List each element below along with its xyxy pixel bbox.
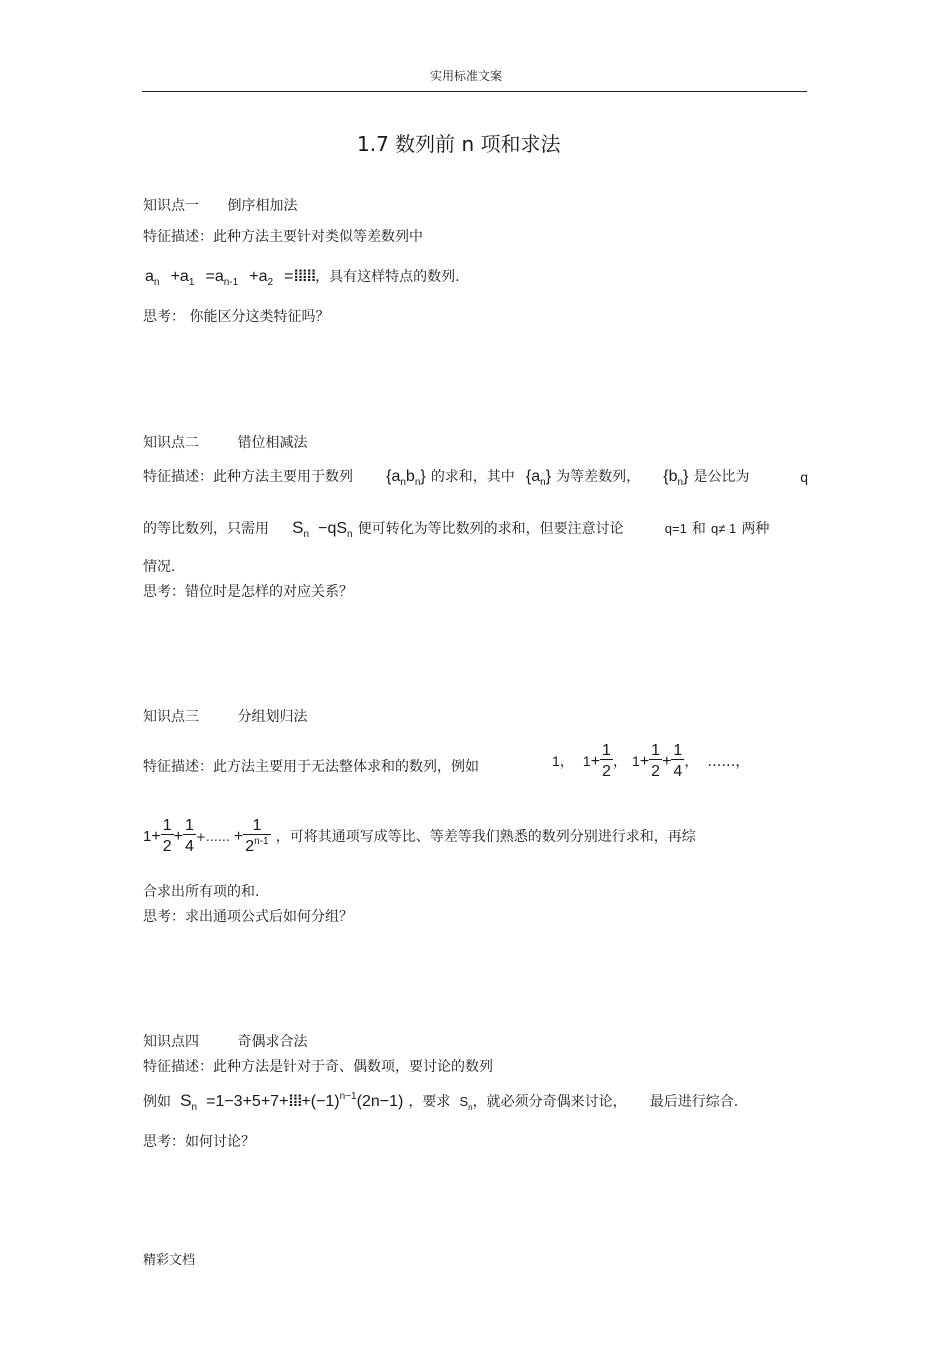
section4-think: 思考：如何讨论？ xyxy=(143,1134,255,1150)
section2-line2: 的等比数列，只需用 $S_n -qS_n$ 便可转化为等比数列的求和，但要注意讨论 q=1 和 q≠ 1 两种 xyxy=(143,518,770,540)
section4-heading xyxy=(143,1031,307,1051)
section1-label: 知识点一 xyxy=(143,198,199,214)
section3-desc: 特征描述：此方法主要用于无法整体求和的数列，例如 xyxy=(143,759,479,775)
section3-examples: 1， 1+ $\frac{1}{2}$ ， 1+ $\frac{1}{2}$ + $\frac{1}{4}$ ， ……， xyxy=(552,742,750,780)
section1-formula: $a_n +a_1 =a_{n-1} +a_2$ =⁞⁞⁞⁞⁞，具有这样特点的数列. xyxy=(145,268,460,288)
header-rule xyxy=(142,91,807,92)
section1-heading xyxy=(143,195,297,215)
section2-label: 知识点二 xyxy=(143,435,199,451)
section4-method: 奇偶求合法 xyxy=(237,1034,308,1050)
section2-heading xyxy=(143,432,307,452)
section1-desc: 特征描述：此种方法主要针对类似等差数列中 xyxy=(143,229,423,245)
page-header: 实用标准文案 xyxy=(430,69,503,83)
section3-heading xyxy=(143,706,307,726)
page-title: 1.7 数列前 n 项和求法 xyxy=(357,132,561,156)
section3-line2: 1+ $\frac{1}{2}$ + $\frac{1}{4}$ +…… + $\frac{1}{2^{n-1}}$ ，可将其通项写成等比、等差等我们熟悉的数列分别进行求和，再综 xyxy=(143,817,696,855)
section1-method: 倒序相加法 xyxy=(227,198,298,214)
section2-method: 错位相减法 xyxy=(237,435,308,451)
section4-desc: 特征描述：此种方法是针对于奇、偶数项，要讨论的数列 xyxy=(143,1059,493,1075)
section3-label: 知识点三 xyxy=(143,709,199,725)
section4-label: 知识点四 xyxy=(143,1034,199,1050)
section2-line1: 特征描述：此种方法主要用于数列 $\{a_nb_n\}$ 的求和，其中 $\{a_n\}$ 为等差数列， $\{b_n\}$ 是公比为 q xyxy=(143,468,808,488)
section1-think: 思考： 你能区分这类特征吗？ xyxy=(143,309,330,325)
section2-think: 思考：错位时是怎样的对应关系？ xyxy=(143,584,353,600)
page-footer: 精彩文档 xyxy=(143,1253,196,1268)
section3-line3: 合求出所有项的和. xyxy=(143,884,260,900)
section3-think: 思考：求出通项公式后如何分组？ xyxy=(143,909,353,925)
section2-line3: 情况. xyxy=(143,559,176,575)
section4-example: 例如 $S_n$ $=1-3+5+7+⁞⁞⁞+(-1)^{n-1}(2n-1)$ ，要求 $S_n$，就必须分奇偶来讨论， 最后进行综合. xyxy=(143,1091,739,1113)
section3-method: 分组划归法 xyxy=(237,709,308,725)
